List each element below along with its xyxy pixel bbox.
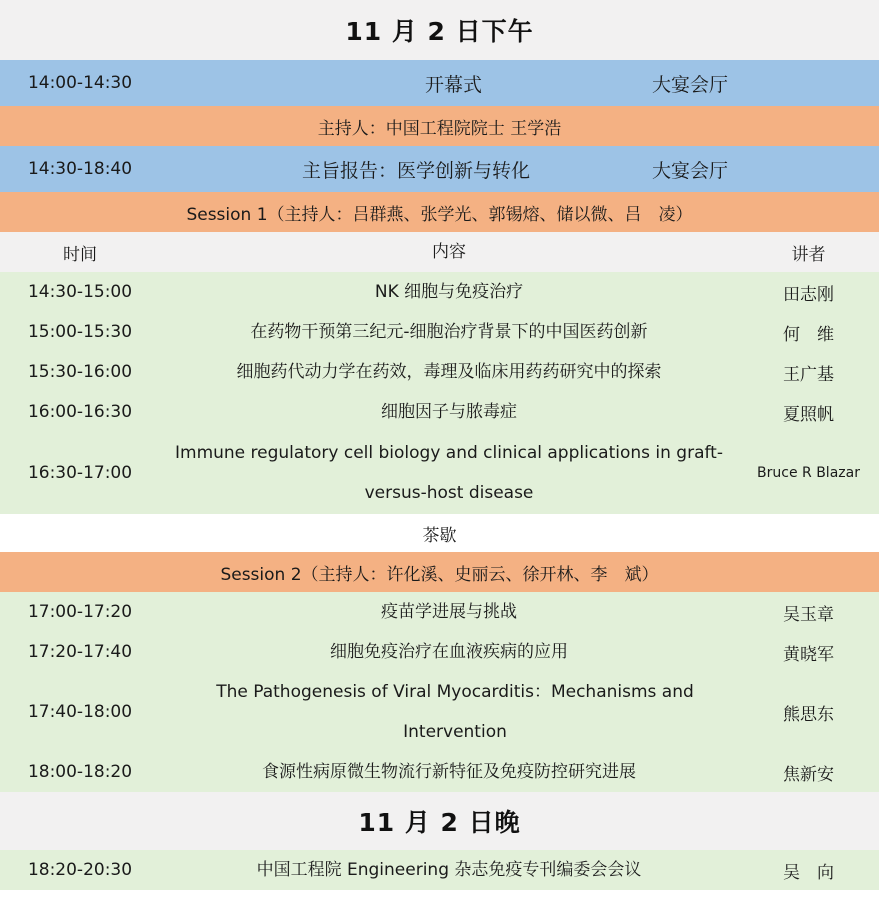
talk-speaker: 焦新安 <box>783 764 834 785</box>
talk-speaker: 田志刚 <box>783 284 834 305</box>
host-main: 主持人：中国工程院院士 王学浩 <box>317 118 562 139</box>
talk-title: 细胞因子与脓毒症 <box>381 402 517 422</box>
keynote-venue: 大宴会厅 <box>652 159 729 182</box>
talk-title: 细胞药代动力学在药效，毒理及临床用药药研究中的探索 <box>236 362 662 382</box>
tea-break-row <box>0 514 879 552</box>
tea-break: 茶歇 <box>422 525 457 546</box>
talk-time: 16:30-17:00 <box>27 463 133 483</box>
talk-time: 14:30-15:00 <box>27 282 133 302</box>
host-row <box>0 106 879 146</box>
talk-time: 17:20-17:40 <box>27 642 133 662</box>
table-row <box>0 592 879 632</box>
talk-time: 15:00-15:30 <box>27 322 133 342</box>
session2-header-row <box>0 552 879 592</box>
talk-time: 17:40-18:00 <box>27 702 133 722</box>
talk-title: 食源性病原微生物流行新特征及免疫防控研究进展 <box>262 762 636 782</box>
talk-speaker: 熊思东 <box>783 704 834 725</box>
talk-title: 细胞免疫治疗在血液疾病的应用 <box>330 642 568 662</box>
table-row <box>0 352 879 392</box>
talk-title: The Pathogenesis of Viral Myocarditis：Mechanisms and Intervention <box>216 682 694 742</box>
talk-speaker: 王广基 <box>783 364 834 385</box>
column-header-row <box>0 232 879 272</box>
talk-speaker: 吴 向 <box>783 862 834 883</box>
opening-title: 开幕式 <box>425 73 483 96</box>
talk-time: 18:20-20:30 <box>27 860 133 880</box>
table-row <box>0 392 879 432</box>
talk-speaker: 何 维 <box>783 324 834 345</box>
talk-time: 15:30-16:00 <box>27 362 133 382</box>
table-row <box>0 632 879 672</box>
keynote-time: 14:30-18:40 <box>27 159 133 179</box>
table-row <box>0 850 879 890</box>
talk-title: 在药物干预第三纪元-细胞治疗背景下的中国医药创新 <box>250 322 648 342</box>
keynote-row <box>0 146 879 192</box>
talk-speaker: 吴玉章 <box>783 604 834 625</box>
column-header-content: 内容 <box>432 242 466 262</box>
table-row <box>0 272 879 312</box>
talk-speaker: 黄晓军 <box>783 644 834 665</box>
talk-title: NK 细胞与免疫治疗 <box>374 282 524 302</box>
opening-row <box>0 60 879 106</box>
column-header-speaker: 讲者 <box>791 244 826 265</box>
talk-title: Immune regulatory cell biology and clinical applications in graft-versus-host disease <box>175 443 723 503</box>
session1-header: Session 1（主持人：吕群燕、张学光、郭锡熔、储以微、吕 凌） <box>186 204 693 225</box>
keynote-title: 主旨报告：医学创新与转化 <box>302 159 531 182</box>
talk-time: 17:00-17:20 <box>27 602 133 622</box>
column-header-time: 时间 <box>63 244 97 265</box>
talk-title: 疫苗学进展与挑战 <box>381 602 517 622</box>
talk-time: 16:00-16:30 <box>27 402 133 422</box>
talk-title: 中国工程院 Engineering 杂志免疫专刊编委会会议 <box>256 860 642 880</box>
afternoon-title: 11 月 2 日下午 <box>0 0 879 60</box>
opening-venue: 大宴会厅 <box>652 73 729 96</box>
table-row <box>0 432 879 514</box>
talk-speaker: 夏照帆 <box>783 404 834 425</box>
table-row <box>0 752 879 792</box>
evening-title: 11 月 2 日晚 <box>0 792 879 850</box>
table-row <box>0 672 879 752</box>
opening-time: 14:00-14:30 <box>27 73 133 93</box>
talk-time: 18:00-18:20 <box>27 762 133 782</box>
table-row <box>0 312 879 352</box>
session2-header: Session 2（主持人：许化溪、史丽云、徐开林、李 斌） <box>220 564 659 585</box>
talk-speaker: Bruce R Blazar <box>757 465 860 481</box>
session1-header-row <box>0 192 879 232</box>
